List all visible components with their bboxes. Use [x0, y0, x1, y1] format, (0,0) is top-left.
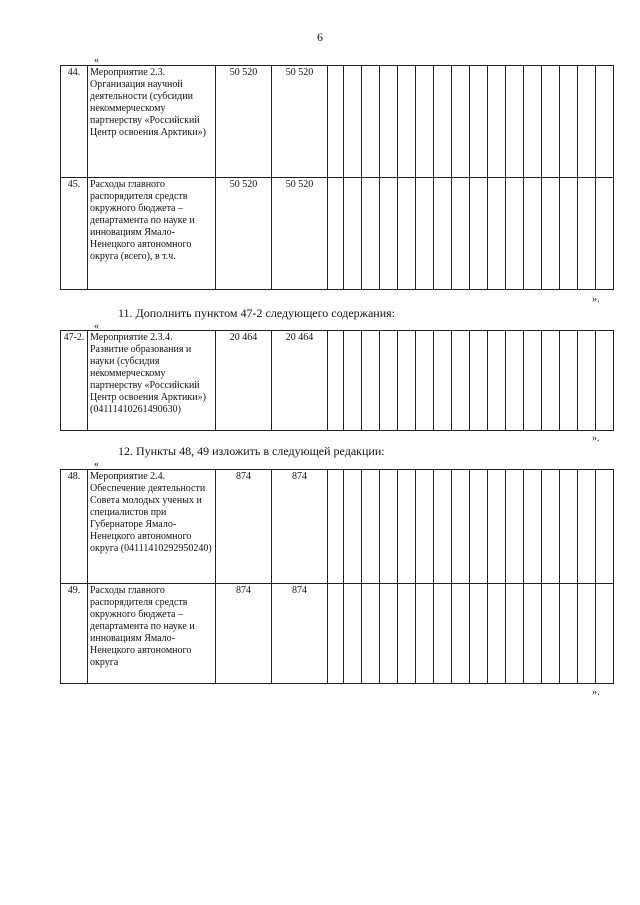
empty-cell	[506, 331, 524, 431]
empty-cell	[524, 470, 542, 584]
row-description: Расходы главного распорядителя средств окружного бюджета – департамента по науке и инновациям Ямало-Ненецкого автономного округа	[88, 584, 216, 684]
row-description: Мероприятие 2.4. Обеспечение деятельности Совета молодых ученых и специалистов при Губернаторе Ямало-Ненецкого автономного округа (04111410292950240)	[88, 470, 216, 584]
empty-cell	[578, 178, 596, 290]
empty-cell	[416, 66, 434, 178]
budget-table-3	[60, 469, 614, 684]
opening-quote: «	[94, 459, 99, 470]
empty-cell	[416, 470, 434, 584]
closing-quote: ».	[592, 294, 600, 305]
empty-cell	[398, 470, 416, 584]
empty-cell	[596, 584, 614, 684]
empty-cell	[596, 470, 614, 584]
empty-cell	[506, 178, 524, 290]
row-value-total: 50 520	[216, 66, 272, 178]
empty-cell	[578, 470, 596, 584]
table-row	[61, 178, 614, 290]
empty-cell	[416, 584, 434, 684]
table-row	[61, 66, 614, 178]
row-description: Мероприятие 2.3.4. Развитие образования и науки (субсидия некоммерческому партнерству «Российский Центр освоения Арктики») (04111410261490630)	[88, 331, 216, 431]
empty-cell	[344, 178, 362, 290]
row-value-year: 874	[272, 470, 328, 584]
opening-quote: «	[94, 55, 99, 66]
empty-cell	[380, 584, 398, 684]
empty-cell	[470, 331, 488, 431]
row-value-year: 50 520	[272, 66, 328, 178]
empty-cell	[452, 178, 470, 290]
empty-cell	[434, 331, 452, 431]
empty-cell	[452, 331, 470, 431]
empty-cell	[596, 331, 614, 431]
row-value-year: 20 464	[272, 331, 328, 431]
empty-cell	[452, 470, 470, 584]
empty-cell	[470, 584, 488, 684]
empty-cell	[596, 66, 614, 178]
section-heading-12: 12. Пункты 48, 49 изложить в следующей редакции:	[118, 444, 385, 458]
empty-cell	[506, 584, 524, 684]
empty-cell	[560, 584, 578, 684]
empty-cell	[398, 178, 416, 290]
empty-cell	[524, 331, 542, 431]
closing-quote: ».	[592, 687, 600, 698]
empty-cell	[434, 178, 452, 290]
empty-cell	[362, 66, 380, 178]
empty-cell	[344, 331, 362, 431]
empty-cell	[560, 331, 578, 431]
page-number: 6	[317, 30, 323, 44]
row-value-total: 20 464	[216, 331, 272, 431]
empty-cell	[398, 66, 416, 178]
empty-cell	[488, 66, 506, 178]
empty-cell	[362, 470, 380, 584]
empty-cell	[434, 584, 452, 684]
row-number: 47-2.	[61, 331, 88, 431]
empty-cell	[560, 178, 578, 290]
empty-cell	[488, 584, 506, 684]
empty-cell	[344, 66, 362, 178]
empty-cell	[328, 66, 344, 178]
table-row	[61, 470, 614, 584]
empty-cell	[560, 66, 578, 178]
empty-cell	[328, 470, 344, 584]
empty-cell	[362, 178, 380, 290]
empty-cell	[416, 178, 434, 290]
row-value-total: 50 520	[216, 178, 272, 290]
empty-cell	[380, 331, 398, 431]
empty-cell	[542, 584, 560, 684]
opening-quote: «	[94, 321, 99, 332]
empty-cell	[578, 66, 596, 178]
empty-cell	[542, 66, 560, 178]
budget-table-1	[60, 65, 614, 290]
table-row	[61, 331, 614, 431]
empty-cell	[470, 470, 488, 584]
row-number: 45.	[61, 178, 88, 290]
empty-cell	[328, 331, 344, 431]
empty-cell	[542, 178, 560, 290]
empty-cell	[542, 331, 560, 431]
empty-cell	[434, 470, 452, 584]
budget-table-2	[60, 330, 614, 431]
empty-cell	[596, 178, 614, 290]
empty-cell	[398, 584, 416, 684]
empty-cell	[488, 331, 506, 431]
empty-cell	[328, 584, 344, 684]
section-heading-11: 11. Дополнить пунктом 47-2 следующего содержания:	[118, 306, 395, 320]
empty-cell	[524, 178, 542, 290]
empty-cell	[542, 470, 560, 584]
empty-cell	[452, 584, 470, 684]
row-number: 48.	[61, 470, 88, 584]
row-value-total: 874	[216, 584, 272, 684]
empty-cell	[524, 66, 542, 178]
empty-cell	[344, 584, 362, 684]
empty-cell	[328, 178, 344, 290]
empty-cell	[452, 66, 470, 178]
empty-cell	[578, 584, 596, 684]
row-value-year: 50 520	[272, 178, 328, 290]
row-value-year: 874	[272, 584, 328, 684]
row-description: Расходы главного распорядителя средств окружного бюджета – департамента по науке и инновациям Ямало-Ненецкого автономного округа (всего), в т.ч.	[88, 178, 216, 290]
empty-cell	[380, 178, 398, 290]
row-value-total: 874	[216, 470, 272, 584]
empty-cell	[470, 178, 488, 290]
closing-quote: ».	[592, 433, 600, 444]
row-description: Мероприятие 2.3. Организация научной деятельности (субсидии некоммерческому партнерству «Российский Центр освоения Арктики»)	[88, 66, 216, 178]
row-number: 44.	[61, 66, 88, 178]
empty-cell	[488, 470, 506, 584]
empty-cell	[380, 470, 398, 584]
empty-cell	[470, 66, 488, 178]
empty-cell	[380, 66, 398, 178]
empty-cell	[506, 470, 524, 584]
row-number: 49.	[61, 584, 88, 684]
empty-cell	[560, 470, 578, 584]
empty-cell	[398, 331, 416, 431]
empty-cell	[524, 584, 542, 684]
table-row	[61, 584, 614, 684]
empty-cell	[362, 584, 380, 684]
empty-cell	[434, 66, 452, 178]
empty-cell	[416, 331, 434, 431]
empty-cell	[578, 331, 596, 431]
empty-cell	[362, 331, 380, 431]
empty-cell	[344, 470, 362, 584]
empty-cell	[506, 66, 524, 178]
empty-cell	[488, 178, 506, 290]
